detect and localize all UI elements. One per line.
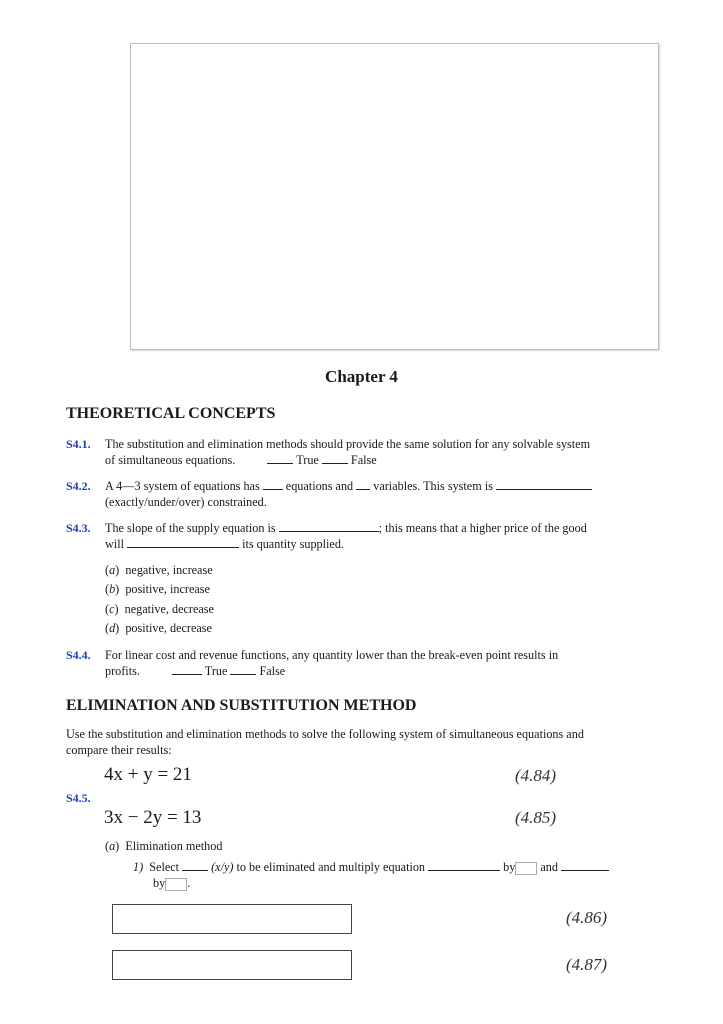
- answer-blank[interactable]: [127, 537, 239, 548]
- part-label: Elimination method: [125, 839, 223, 853]
- question-text: [105, 520, 587, 552]
- option-item[interactable]: (a) negative, increase: [105, 563, 213, 577]
- true-label: True: [204, 664, 228, 678]
- option-letter: a: [109, 563, 116, 577]
- step-1: [133, 859, 609, 875]
- option-text: positive, increase: [125, 582, 210, 596]
- question-number: S4.1.: [66, 437, 91, 451]
- answer-blank[interactable]: [279, 521, 379, 532]
- question-line-text: profits.: [105, 664, 140, 678]
- equation-1: 4x + y = 21: [104, 764, 192, 785]
- answer-blank[interactable]: [428, 860, 500, 871]
- figure-placeholder: [130, 43, 659, 350]
- question-line: For linear cost and revenue functions, any quantity lower than the break-even point results in: [105, 648, 559, 662]
- answer-blank[interactable]: [561, 860, 609, 871]
- equation-2: 3x − 2y = 13: [104, 807, 202, 828]
- question-line: (exactly/under/over) constrained.: [105, 495, 267, 509]
- answer-blank-true[interactable]: [172, 664, 202, 675]
- equation-number: (4.84): [515, 766, 557, 785]
- option-letter: d: [109, 621, 116, 635]
- step-text: (x/y): [211, 860, 234, 874]
- option-item[interactable]: (c) negative, decrease: [105, 602, 214, 616]
- equation-number: (4.87): [566, 955, 608, 974]
- question-number: S4.2.: [66, 479, 91, 493]
- step-text: to be eliminated and multiply equation: [236, 860, 426, 874]
- answer-blank-true[interactable]: [267, 453, 293, 464]
- answer-blank-false[interactable]: [322, 453, 348, 464]
- answer-blank[interactable]: [356, 479, 370, 490]
- question-line: [105, 478, 592, 494]
- step-text: by: [503, 860, 516, 874]
- intro-line: Use the substitution and elimination methods to solve the following system of simultaneous equations and: [66, 727, 584, 741]
- question-text-part: variables. This system is: [373, 479, 493, 493]
- option-letter: c: [109, 602, 115, 616]
- option-text: positive, decrease: [125, 621, 212, 635]
- question-text-part: ; this means that a higher price of the good: [378, 521, 587, 535]
- answer-blank-false[interactable]: [230, 664, 256, 675]
- chapter-title: Chapter 4: [325, 367, 398, 386]
- question-text-part: its quantity supplied.: [242, 537, 344, 551]
- false-label: False: [259, 664, 286, 678]
- problem-number: S4.5.: [66, 791, 91, 805]
- question-number: S4.4.: [66, 648, 91, 662]
- answer-blank[interactable]: [182, 860, 208, 871]
- answer-input-box[interactable]: [112, 950, 352, 980]
- question-line: [105, 452, 590, 468]
- question-line: [105, 536, 587, 552]
- equation-number: (4.85): [515, 808, 557, 827]
- question-number: S4.3.: [66, 521, 91, 535]
- answer-input-box[interactable]: [112, 904, 352, 934]
- false-label: False: [350, 453, 377, 467]
- answer-blank[interactable]: [496, 479, 592, 490]
- step-text: Select: [149, 860, 180, 874]
- question-text: [105, 436, 590, 468]
- option-text: negative, decrease: [124, 602, 214, 616]
- option-text: negative, increase: [125, 563, 213, 577]
- step-1-cont: [153, 875, 190, 891]
- question-line: The substitution and elimination methods should provide the same solution for any solvable system: [105, 437, 591, 451]
- question-text: [105, 478, 592, 510]
- step-number: 1): [133, 860, 144, 874]
- step-text: by: [153, 876, 166, 890]
- question-line: [105, 663, 558, 679]
- intro-line: compare their results:: [66, 743, 172, 757]
- part-a-label: (a) Elimination method: [105, 839, 223, 853]
- question-text: [105, 647, 558, 679]
- question-text-part: will: [105, 537, 124, 551]
- answer-box[interactable]: [515, 862, 537, 875]
- question-text-part: The slope of the supply equation is: [105, 521, 276, 535]
- answer-box[interactable]: [165, 878, 187, 891]
- section-intro: [66, 726, 584, 758]
- section-heading-elimination: ELIMINATION AND SUBSTITUTION METHOD: [66, 697, 417, 714]
- equation-number: (4.86): [566, 908, 608, 927]
- part-letter: a: [109, 839, 116, 853]
- option-letter: b: [109, 582, 116, 596]
- question-text-part: A 4—3 system of equations has: [105, 479, 260, 493]
- option-item[interactable]: (b) positive, increase: [105, 582, 210, 596]
- question-line-text: of simultaneous equations.: [105, 453, 236, 467]
- section-heading-theoretical: THEORETICAL CONCEPTS: [66, 405, 276, 422]
- step-text: and: [540, 860, 558, 874]
- question-line: [105, 520, 587, 536]
- true-label: True: [296, 453, 319, 467]
- question-text-part: equations and: [285, 479, 354, 493]
- option-item[interactable]: (d) positive, decrease: [105, 621, 212, 635]
- step-text: .: [187, 876, 191, 890]
- answer-blank[interactable]: [263, 479, 283, 490]
